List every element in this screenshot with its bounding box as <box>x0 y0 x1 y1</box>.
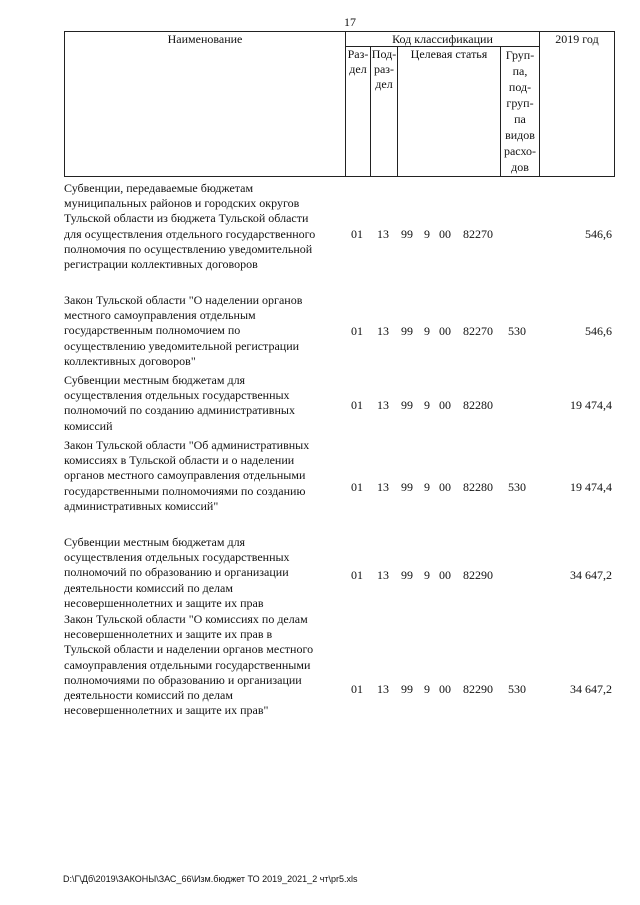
row-name-line: осуществлению уведомительной регистрации <box>64 338 300 353</box>
header-group-line: па <box>514 112 526 126</box>
row-name-line: Закон Тульской области "О комиссиях по делам <box>64 612 308 626</box>
row-name-line: Закон Тульской области "Об административных <box>64 438 310 452</box>
row-name-line: несовершеннолетних и защите их прав <box>64 595 264 610</box>
row-name-line: несовершеннолетних и защите их прав" <box>64 703 269 718</box>
row-podrazdel: 13 <box>377 398 389 412</box>
row-target-3: 00 <box>439 568 451 582</box>
row-podrazdel: 13 <box>377 568 389 582</box>
row-name-line: регистрации коллективных договоров <box>64 257 258 272</box>
row-amount: 34 647,2 <box>570 682 612 696</box>
row-target-1: 99 <box>401 324 413 338</box>
row-podrazdel: 13 <box>377 324 389 338</box>
row-target-2: 9 <box>424 398 430 412</box>
row-name-line: Субвенции местным бюджетам для <box>64 373 246 387</box>
row-target-3: 00 <box>439 324 451 338</box>
row-name <box>64 612 339 718</box>
row-target-4: 82290 <box>463 568 493 582</box>
row-name-line: органов местного самоуправления отдельными <box>64 468 306 483</box>
row-target-1: 99 <box>401 398 413 412</box>
row-name-line: осуществления отдельных государственных <box>64 550 290 565</box>
header-razdel-line: дел <box>349 62 367 76</box>
row-name-line: полномочий по созданию административных <box>64 403 295 418</box>
header-razdel-cell <box>345 46 371 177</box>
row-name-line: Субвенции, передаваемые бюджетам <box>64 181 254 195</box>
row-name-line: административных комиссий" <box>64 498 219 513</box>
row-target-2: 9 <box>424 568 430 582</box>
row-name <box>64 293 339 369</box>
header-group-line: па, <box>512 64 528 78</box>
header-group-line: видов <box>505 128 535 142</box>
row-podrazdel: 13 <box>377 682 389 696</box>
row-razdel: 01 <box>351 227 363 241</box>
row-amount: 546,6 <box>585 324 612 338</box>
row-name-line: деятельности комиссий по делам <box>64 580 233 595</box>
row-name-line: комиссиях в Тульской области и о наделении <box>64 453 295 468</box>
row-group: 530 <box>508 682 526 696</box>
header-group-cell <box>500 46 540 177</box>
row-target-2: 9 <box>424 682 430 696</box>
header-group-line: расхо- <box>503 144 537 158</box>
row-name-line: государственными полномочиями по созданию <box>64 483 306 498</box>
row-name <box>64 373 339 434</box>
row-target-2: 9 <box>424 227 430 241</box>
row-name-line: Субвенции местным бюджетам для <box>64 535 246 549</box>
row-name <box>64 535 339 611</box>
row-name-line: деятельности комиссий по делам <box>64 688 233 703</box>
row-name-line: полномочий по образованию и организации <box>64 565 289 580</box>
header-podrazdel-cell <box>370 46 398 177</box>
row-target-1: 99 <box>401 568 413 582</box>
row-name-line: муниципальных районов и городских округов <box>64 196 300 211</box>
row-razdel: 01 <box>351 480 363 494</box>
row-name <box>64 438 339 514</box>
header-classification: Код классификации <box>392 32 493 46</box>
row-amount: 19 474,4 <box>570 398 612 412</box>
row-target-2: 9 <box>424 324 430 338</box>
header-target-article: Целевая статья <box>410 47 488 61</box>
row-target-4: 82290 <box>463 682 493 696</box>
row-name-line: Закон Тульской области "О наделении органов <box>64 293 303 307</box>
header-group-line: под- <box>508 80 532 94</box>
row-name-line: несовершеннолетних и защите их прав в <box>64 627 273 642</box>
row-target-3: 00 <box>439 682 451 696</box>
row-razdel: 01 <box>351 324 363 338</box>
row-target-3: 00 <box>439 480 451 494</box>
row-amount: 19 474,4 <box>570 480 612 494</box>
row-target-4: 82280 <box>463 480 493 494</box>
header-name: Наименование <box>167 32 243 46</box>
row-amount: 546,6 <box>585 227 612 241</box>
row-target-2: 9 <box>424 480 430 494</box>
row-amount: 34 647,2 <box>570 568 612 582</box>
row-name-line: полномочиями по образованию и организации <box>64 672 302 687</box>
row-name-line: самоуправления отдельными государственными <box>64 657 311 672</box>
header-razdel-line: Раз- <box>347 47 369 61</box>
row-name-line: коллективных договоров" <box>64 353 196 368</box>
header-target-article-cell <box>397 46 501 177</box>
row-name <box>64 181 339 272</box>
header-podrazdel-line: раз- <box>373 62 395 76</box>
row-name-line: Тульской области и наделении органов местного <box>64 642 314 657</box>
row-razdel: 01 <box>351 398 363 412</box>
row-name-line: полномочия по осуществлению уведомительной <box>64 241 313 256</box>
row-podrazdel: 13 <box>377 480 389 494</box>
row-target-4: 82280 <box>463 398 493 412</box>
row-target-3: 00 <box>439 398 451 412</box>
header-group-line: груп- <box>506 96 534 110</box>
row-name-line: для осуществления отдельного государственного <box>64 226 316 241</box>
row-razdel: 01 <box>351 568 363 582</box>
row-name-line: Тульской области из бюджета Тульской области <box>64 211 309 226</box>
header-year-cell <box>539 31 615 177</box>
row-target-1: 99 <box>401 227 413 241</box>
row-target-4: 82270 <box>463 227 493 241</box>
header-name-cell <box>64 31 346 177</box>
header-group-line: Груп- <box>505 48 535 62</box>
row-name-line: комиссий <box>64 418 113 433</box>
row-razdel: 01 <box>351 682 363 696</box>
row-target-4: 82270 <box>463 324 493 338</box>
row-target-1: 99 <box>401 682 413 696</box>
row-name-line: местного самоуправления отдельным <box>64 308 256 323</box>
header-classification-cell <box>345 31 540 47</box>
row-target-1: 99 <box>401 480 413 494</box>
row-podrazdel: 13 <box>377 227 389 241</box>
page-number: 17 <box>344 15 356 29</box>
header-podrazdel-line: Под- <box>371 47 397 61</box>
row-target-3: 00 <box>439 227 451 241</box>
header-podrazdel-line: дел <box>375 77 393 91</box>
row-group: 530 <box>508 324 526 338</box>
row-name-line: государственным полномочием по <box>64 323 241 338</box>
row-group: 530 <box>508 480 526 494</box>
file-path-footer: D:\Г\Дб\2019\ЗАКОНЫ\ЗАС_66\Изм.бюджет ТО 2019_2021_2 чт\pr5.xls <box>63 874 358 884</box>
header-year: 2019 год <box>555 32 599 46</box>
row-name-line: осуществления отдельных государственных <box>64 388 290 403</box>
header-group-line: дов <box>511 160 529 174</box>
